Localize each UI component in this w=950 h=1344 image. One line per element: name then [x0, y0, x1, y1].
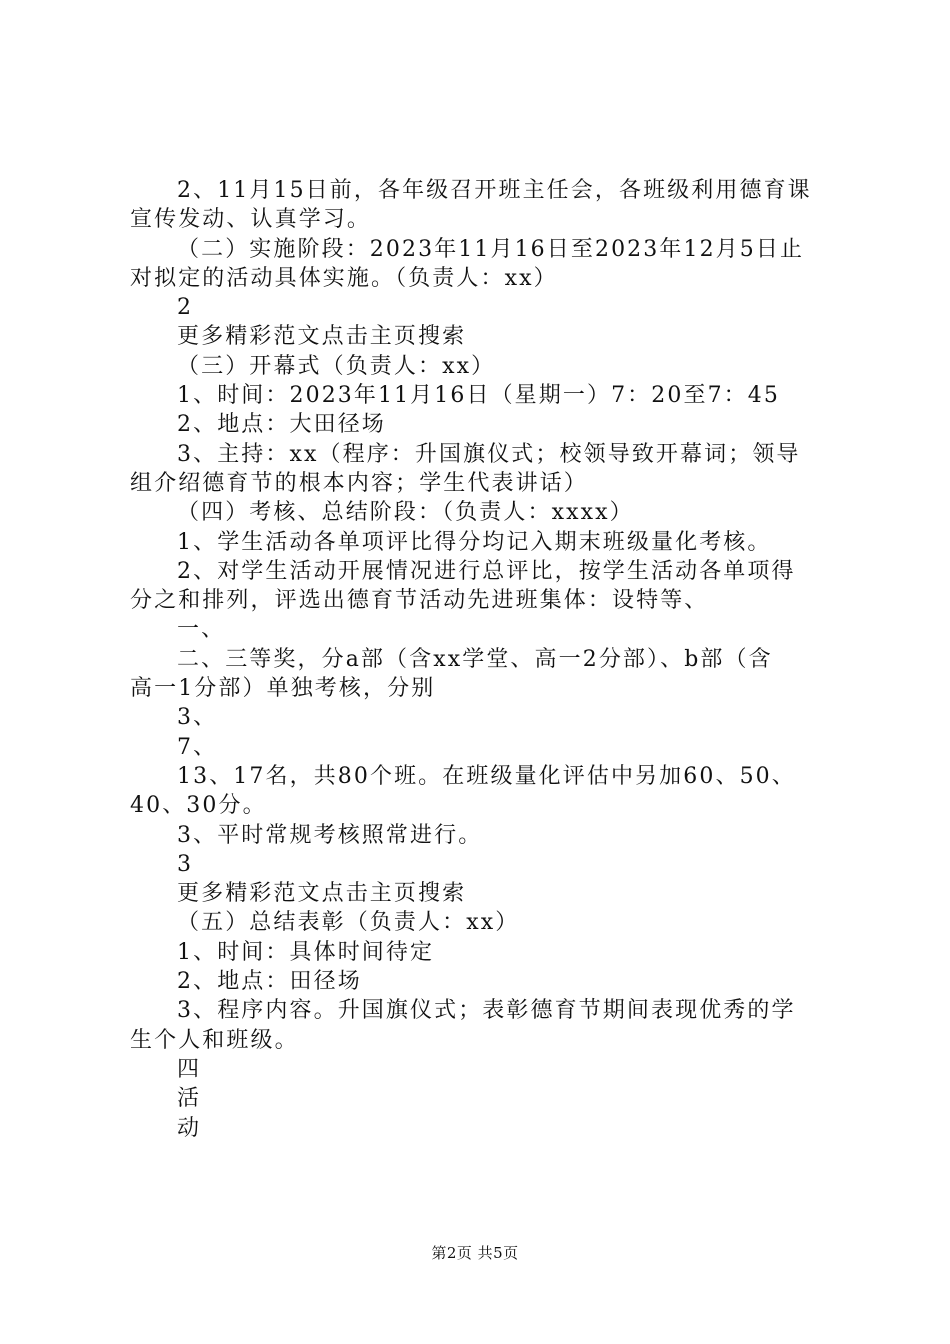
text-line: 3、程序内容。升国旗仪式；表彰德育节期间表现优秀的学: [177, 998, 796, 1024]
text-line: 四: [177, 1056, 202, 1082]
text-line: （二）实施阶段：2023年11月16日至2023年12月5日止: [177, 236, 805, 262]
page-footer: 第2页 共5页: [431, 1244, 519, 1262]
text-line: 2: [177, 295, 194, 321]
text-line: 动: [177, 1115, 202, 1141]
text-line: 3: [177, 851, 194, 877]
text-line: 生个人和班级。: [130, 1027, 299, 1053]
text-line: 活: [177, 1086, 202, 1112]
text-line: （四）考核、总结阶段：（负责人：xxxx）: [177, 500, 634, 526]
text-line: （三）开幕式（负责人：xx）: [177, 353, 496, 379]
document-body: [130, 176, 830, 1143]
text-line: 更多精彩范文点击主页搜索: [177, 324, 467, 350]
text-line: 组介绍德育节的根本内容；学生代表讲话）: [130, 470, 588, 496]
text-line: 宣传发动、认真学习。: [130, 207, 372, 233]
text-line: 2、对学生活动开展情况进行总评比，按学生活动各单项得: [177, 558, 796, 584]
text-line: 1、时间：2023年11月16日（星期一）7：20至7：45: [177, 383, 780, 409]
text-line: 2、地点：田径场: [177, 969, 362, 995]
text-line: 一、: [177, 617, 226, 643]
text-line: 分之和排列，评选出德育节活动先进班集体：设特等、: [130, 588, 709, 614]
text-line: 7、: [177, 734, 218, 760]
text-line: 3、: [177, 705, 218, 731]
text-line: 更多精彩范文点击主页搜索: [177, 881, 467, 907]
text-line: 13、17名，共80个班。在班级量化评估中另加60、50、: [177, 763, 796, 789]
text-line: 对拟定的活动具体实施。（负责人：xx）: [130, 265, 558, 291]
text-line: 3、平时常规考核照常进行。: [177, 822, 483, 848]
text-line: 40、30分。: [130, 793, 267, 819]
text-line: 二、三等奖，分a部（含xx学堂、高一2分部）、b部（含: [177, 646, 773, 672]
text-line: 1、学生活动各单项评比得分均记入期末班级量化考核。: [177, 529, 772, 555]
text-line: 3、主持：xx（程序：升国旗仪式；校领导致开幕词；领导: [177, 441, 801, 467]
text-line: 高一1分部）单独考核，分别: [130, 676, 436, 702]
text-line: 1、时间：具体时间待定: [177, 939, 435, 965]
text-line: 2、地点：大田径场: [177, 412, 386, 438]
text-line: 2、11月15日前，各年级召开班主任会，各班级利用德育课: [177, 178, 812, 203]
text-line: （五）总结表彰（负责人：xx）: [177, 910, 520, 936]
